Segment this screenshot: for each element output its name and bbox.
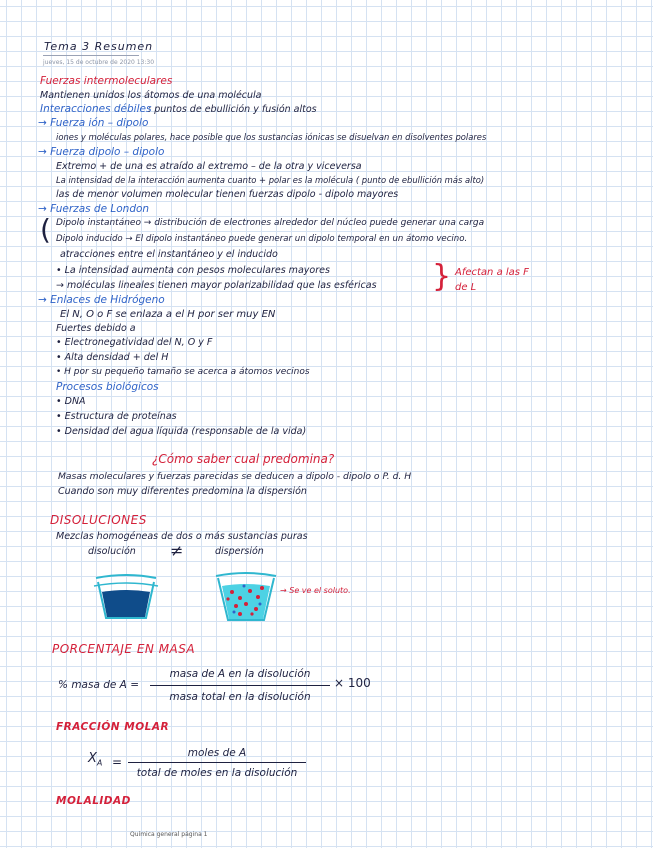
label-debiles: Interacciones débiles <box>40 103 152 115</box>
bullet-item: • H por su pequeño tamaño se acerca a átomos vecinos <box>56 367 310 377</box>
not-equal-sign: ≠ <box>170 541 184 560</box>
heading-hidrogeno: → Enlaces de Hidrógeno <box>38 294 165 306</box>
bullet-item: • DNA <box>56 396 86 407</box>
label-disolucion: disolución <box>88 546 136 557</box>
bullet-item: • Densidad del agua líquida (responsable de la vida) <box>56 426 307 437</box>
text-line: Masas moleculares y fuerzas parecidas se deducen a dipolo - dipolo o P. d. H <box>58 471 412 482</box>
formula-lhs: % masa de A = <box>58 679 140 691</box>
bullet-item: • Estructura de proteínas <box>56 411 177 422</box>
text-line: El N, O o F se enlaza a el H por ser muy EN <box>60 309 276 320</box>
text-line: Dipolo instantáneo → distribución de electrones alrededor del núcleo puede generar una carga <box>56 218 485 228</box>
fraction-bar <box>128 762 306 763</box>
bullet-item: → moléculas lineales tienen mayor polarizabilidad que las esféricas <box>56 280 377 291</box>
formula-factor: × 100 <box>334 676 371 690</box>
formula-numerator: moles de A <box>187 747 247 759</box>
page-footer: Química general página 1 <box>130 831 208 838</box>
heading-fraccion: FRACCIÓN MOLAR <box>56 721 170 733</box>
formula-denominator: masa total en la disolución <box>169 691 311 703</box>
text-line: iones y moléculas polares, hace posible que los sustancias iónicas se disuelvan en disolventes polares <box>56 132 487 142</box>
fraction-bar <box>150 685 330 686</box>
heading-predomina: ¿Cómo saber cual predomina? <box>152 452 335 466</box>
text-line: Mezclas homogéneas de dos o más sustancias puras <box>56 531 308 542</box>
text-line: Fuertes debido a <box>56 323 136 334</box>
text-line: La intensidad de la interacción aumenta cuanto + polar es la molécula ( punto de ebullición más alto) <box>56 175 485 185</box>
page-title: Tema 3 Resumen <box>44 40 154 53</box>
heading-fuerzas: Fuerzas intermoleculares <box>40 75 173 87</box>
heading-porcentaje: PORCENTAJE EN MASA <box>52 642 196 656</box>
bullet-item: • Electronegatividad del N, O y F <box>56 337 213 348</box>
brace-right: } <box>432 259 452 294</box>
title-underline <box>43 55 139 56</box>
beaker-solution <box>86 568 166 628</box>
heading-ion-dipolo: → Fuerza ión – dipolo <box>38 117 149 129</box>
heading-london: → Fuerzas de London <box>38 203 150 215</box>
note-afectan: Afectan a las F de L <box>455 267 529 293</box>
text-line: Mantienen unidos los átomos de una molécula <box>40 90 262 101</box>
heading-disoluciones: DISOLUCIONES <box>50 513 147 527</box>
formula-denominator: total de moles en la disolución <box>136 767 298 779</box>
text-line: Cuando son muy diferentes predomina la dispersión <box>58 486 307 497</box>
bullet-item: • Alta densidad + del H <box>56 352 169 363</box>
text-line: atracciones entre el instantáneo y el inducido <box>60 249 278 260</box>
text-line: las de menor volumen molecular tienen fuerzas dipolo - dipolo mayores <box>56 189 399 200</box>
beaker-dispersion <box>210 564 282 630</box>
heading-procesos: Procesos biológicos <box>56 381 159 393</box>
formula-numerator: masa de A en la disolución <box>169 668 311 680</box>
text-line: : puntos de ebullición y fusión altos <box>148 104 317 115</box>
formula-lhs-x: $X_A$ <box>88 751 103 768</box>
page-date: jueves, 15 de octubre de 2020 13:30 <box>43 59 155 66</box>
note-soluto: → Se ve el soluto. <box>280 586 351 595</box>
bullet-item: • La intensidad aumenta con pesos moleculares mayores <box>56 265 330 276</box>
text-line: Extremo + de una es atraído al extremo – de la otra y viceversa <box>56 161 362 172</box>
heading-dipolo-dipolo: → Fuerza dipolo – dipolo <box>38 146 165 158</box>
label-dispersion: dispersión <box>215 546 264 557</box>
formula-equals: = <box>112 755 123 769</box>
text-line: Dipolo inducido → El dipolo instantáneo puede generar un dipolo temporal en un átomo vecino. <box>56 234 468 244</box>
brace-left: ( <box>40 213 51 246</box>
heading-molalidad: MOLALIDAD <box>56 795 131 807</box>
